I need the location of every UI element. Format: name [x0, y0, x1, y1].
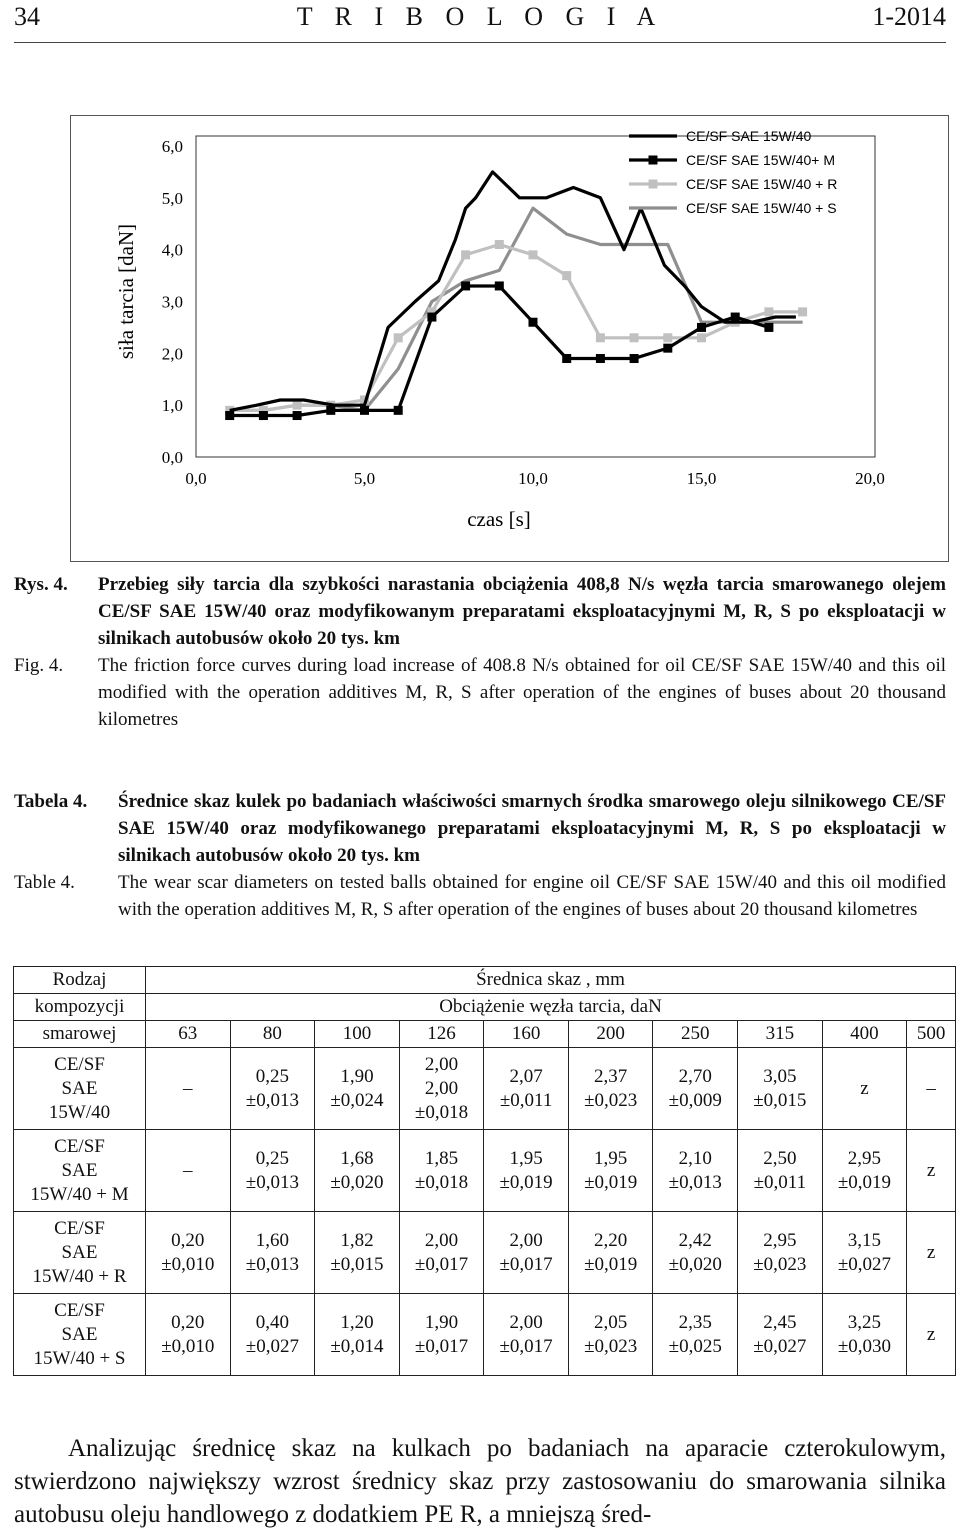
series-line — [230, 286, 769, 416]
load-header-200: 200 — [568, 1021, 653, 1048]
data-point — [798, 307, 807, 316]
table-label-en: Table 4. — [14, 872, 75, 893]
y-tick-label: 4,0 — [161, 240, 183, 260]
header-rule — [14, 42, 946, 43]
table-row — [14, 1048, 956, 1130]
load-header-126: 126 — [399, 1021, 484, 1048]
issue-number: 1-2014 — [872, 2, 946, 31]
table-cell: 2,70 ±0,009 — [653, 1048, 738, 1130]
table-row — [14, 1294, 956, 1376]
y-tick-label: 3,0 — [161, 292, 183, 312]
data-point — [326, 406, 335, 415]
data-point — [562, 354, 571, 363]
table-cell: 2,42 ±0,020 — [653, 1212, 738, 1294]
friction-force-chart — [70, 115, 949, 562]
table-cell: – — [146, 1130, 231, 1212]
table-cell: z — [907, 1212, 956, 1294]
running-header — [14, 0, 946, 44]
series-line — [230, 245, 803, 411]
table-cell: 2,07 ±0,011 — [484, 1048, 569, 1130]
group-header: Średnica skaz , mm — [146, 967, 956, 994]
table-cell: 2,00 ±0,017 — [399, 1212, 484, 1294]
data-point — [596, 333, 605, 342]
data-point — [630, 333, 639, 342]
table-cell: 2,05 ±0,023 — [568, 1294, 653, 1376]
x-tick-label: 10,0 — [518, 469, 548, 488]
data-point — [764, 323, 773, 332]
table-cell: 2,95 ±0,023 — [738, 1212, 823, 1294]
y-tick-label: 1,0 — [161, 396, 183, 416]
data-point — [697, 333, 706, 342]
figure-caption-pl — [14, 571, 946, 652]
table-cell: 0,40 ±0,027 — [230, 1294, 315, 1376]
body-paragraph: Analizując średnicę skaz na kulkach po badaniach na aparacie czterokulowym, stwierdzono największy wzrost średnicy skaz przy zastosowaniu do smarowania silnika autobusu oleju handlowego z dodatkiem PE R, a mniejszą śred- — [14, 1435, 946, 1528]
y-tick-label: 0,0 — [161, 448, 183, 467]
data-point — [360, 406, 369, 415]
table-header-row-2 — [14, 994, 956, 1021]
x-tick-label: 5,0 — [353, 469, 376, 488]
table-cell: 1,20 ±0,014 — [315, 1294, 400, 1376]
table-caption-pl — [14, 788, 946, 869]
table-cell: 0,20 ±0,010 — [146, 1294, 231, 1376]
data-point — [596, 354, 605, 363]
legend-marker — [649, 156, 658, 165]
table-header-row-1 — [14, 967, 956, 994]
load-header-400: 400 — [822, 1021, 907, 1048]
data-point — [427, 313, 436, 322]
table-cell: 3,05 ±0,015 — [738, 1048, 823, 1130]
table-cell: 0,25 ±0,013 — [230, 1130, 315, 1212]
table-cell: 1,95 ±0,019 — [568, 1130, 653, 1212]
table-cell: 1,95 ±0,019 — [484, 1130, 569, 1212]
data-point — [663, 333, 672, 342]
data-point — [394, 406, 403, 415]
data-point — [293, 401, 302, 410]
table-cell: 1,82 ±0,015 — [315, 1212, 400, 1294]
data-point — [394, 333, 403, 342]
y-tick-label: 2,0 — [161, 344, 183, 364]
legend-label: CE/SF SAE 15W/40 — [686, 128, 812, 144]
table-caption-en-text: The wear scar diameters on tested balls obtained for engine oil CE/SF SAE 15W/40 and this oil modified with the operation additives M, R, S after operation of the engines of buses about 20 thousand kilometres — [118, 872, 946, 920]
load-header-80: 80 — [230, 1021, 315, 1048]
load-header-500: 500 — [907, 1021, 956, 1048]
table-cell: 2,00 2,00 ±0,018 — [399, 1048, 484, 1130]
legend-marker — [649, 180, 658, 189]
data-point — [259, 411, 268, 420]
data-point — [562, 271, 571, 280]
table-cell: 2,37 ±0,023 — [568, 1048, 653, 1130]
rowhead-line-2: kompozycji — [14, 994, 146, 1021]
table-cell: 3,15 ±0,027 — [822, 1212, 907, 1294]
table-cell: 2,95 ±0,019 — [822, 1130, 907, 1212]
figure-caption-en-text: The friction force curves during load increase of 408.8 N/s obtained for oil CE/SF SAE 15W/40 and this oil modified with the operation additives M, R, S after operation of the engines of buses about 20 thousand kilometres — [98, 655, 946, 730]
table-cell: 2,10 ±0,013 — [653, 1130, 738, 1212]
data-point — [764, 307, 773, 316]
y-tick-label: 5,0 — [161, 188, 183, 208]
load-header-63: 63 — [146, 1021, 231, 1048]
load-header: Obciążenie węzła tarcia, daN — [146, 994, 956, 1021]
table-label-pl: Tabela 4. — [14, 791, 88, 812]
journal-title: T R I B O L O G I A — [296, 2, 664, 31]
legend-label: CE/SF SAE 15W/40 + S — [686, 200, 837, 216]
figure-caption-pl-text: Przebieg siły tarcia dla szybkości narastania obciążenia 408,8 N/s węzła tarcia smarowanego olejem CE/SF SAE 15W/40 oraz modyfikowanym preparatami eksploatacyjnymi M, R, S po eksploatacji w silnikach autobusów około 20 tys. km — [98, 574, 946, 649]
legend-label: CE/SF SAE 15W/40 + R — [686, 176, 838, 192]
table-cell: 1,90 ±0,017 — [399, 1294, 484, 1376]
table-header-row-3 — [14, 1021, 956, 1048]
data-point — [495, 240, 504, 249]
data-point — [630, 354, 639, 363]
table-cell: z — [907, 1294, 956, 1376]
rowhead-line-1: Rodzaj — [14, 967, 146, 994]
data-point — [461, 250, 470, 259]
table-cell: z — [822, 1048, 907, 1130]
table-cell: 2,00 ±0,017 — [484, 1294, 569, 1376]
table-cell: 2,50 ±0,011 — [738, 1130, 823, 1212]
table-cell: 2,45 ±0,027 — [738, 1294, 823, 1376]
composition-name: CE/SF SAE 15W/40 + M — [14, 1130, 146, 1212]
table-cell: 2,35 ±0,025 — [653, 1294, 738, 1376]
load-header-100: 100 — [315, 1021, 400, 1048]
data-point — [663, 344, 672, 353]
table-cell: 1,60 ±0,013 — [230, 1212, 315, 1294]
table-cell: 3,25 ±0,030 — [822, 1294, 907, 1376]
composition-name: CE/SF SAE 15W/40 + S — [14, 1294, 146, 1376]
table-cell: – — [907, 1048, 956, 1130]
table-cell: z — [907, 1130, 956, 1212]
figure-label-en: Fig. 4. — [14, 655, 64, 676]
table-cell: 1,68 ±0,020 — [315, 1130, 400, 1212]
figure-label-pl: Rys. 4. — [14, 574, 68, 595]
page-number: 34 — [14, 2, 40, 31]
y-axis-title: siła tarcia [daN] — [114, 223, 138, 360]
wear-scar-table — [13, 966, 956, 1376]
x-tick-label: 0,0 — [185, 469, 207, 488]
table-caption-pl-text: Średnice skaz kulek po badaniach właściwości smarnych środka smarowego oleju silnikowego CE/SF SAE 15W/40 oraz modyfikowanego preparatami eksploatacyjnymi M, R, S po eksploatacji w silnikach autobusów około 20 tys. km — [118, 791, 946, 866]
table-cell: 0,25 ±0,013 — [230, 1048, 315, 1130]
data-point — [697, 323, 706, 332]
table-cell: 1,85 ±0,018 — [399, 1130, 484, 1212]
y-tick-label: 6,0 — [161, 137, 183, 156]
x-tick-label: 20,0 — [855, 469, 885, 488]
chart-canvas — [71, 116, 948, 561]
table-cell: 1,90 ±0,024 — [315, 1048, 400, 1130]
table-cell: – — [146, 1048, 231, 1130]
data-point — [495, 281, 504, 290]
data-point — [293, 411, 302, 420]
composition-name: CE/SF SAE 15W/40 — [14, 1048, 146, 1130]
x-tick-label: 15,0 — [686, 469, 717, 488]
data-point — [731, 313, 740, 322]
x-axis-title: czas [s] — [467, 507, 531, 531]
table-caption-en — [14, 869, 946, 923]
load-header-160: 160 — [484, 1021, 569, 1048]
series-line — [230, 208, 803, 410]
composition-name: CE/SF SAE 15W/40 + R — [14, 1212, 146, 1294]
table-row — [14, 1212, 956, 1294]
data-point — [225, 411, 234, 420]
table-cell: 2,20 ±0,019 — [568, 1212, 653, 1294]
rowhead-line-3: smarowej — [14, 1021, 146, 1048]
table-row — [14, 1130, 956, 1212]
data-point — [529, 318, 538, 327]
table-cell: 0,20 ±0,010 — [146, 1212, 231, 1294]
data-point — [461, 281, 470, 290]
legend-label: CE/SF SAE 15W/40+ M — [686, 152, 835, 168]
table-cell: 2,00 ±0,017 — [484, 1212, 569, 1294]
load-header-250: 250 — [653, 1021, 738, 1048]
data-point — [529, 250, 538, 259]
load-header-315: 315 — [738, 1021, 823, 1048]
figure-caption-en — [14, 652, 946, 733]
